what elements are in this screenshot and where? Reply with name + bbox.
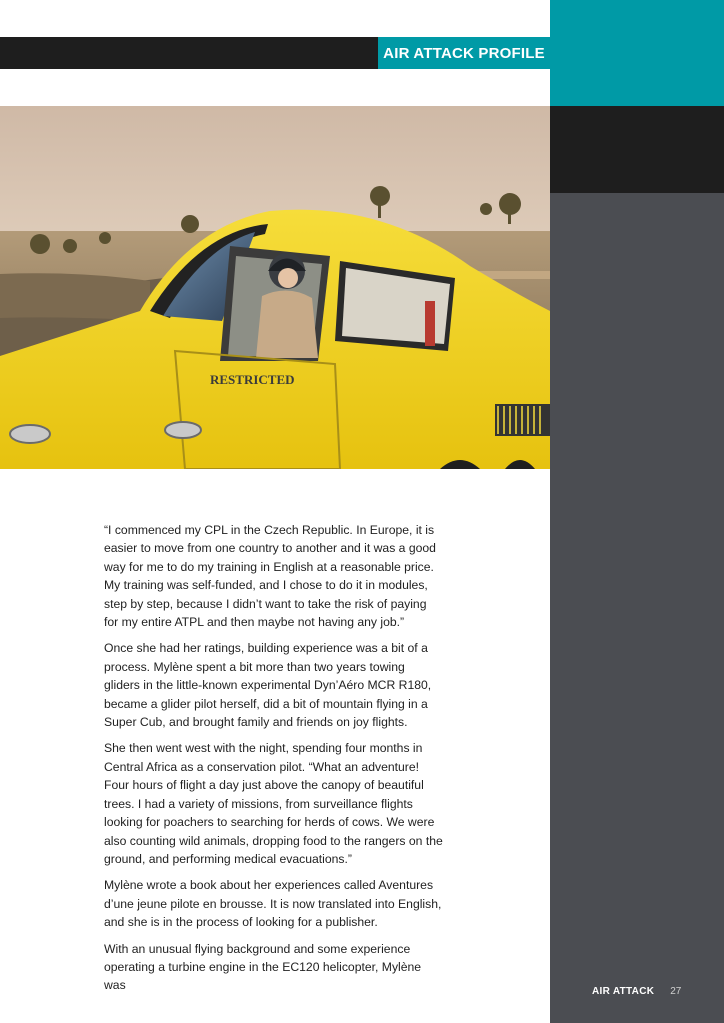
section-tag: AIR ATTACK PROFILE (378, 37, 550, 69)
sidebar-grey-column (550, 193, 724, 1023)
decorative-dark-block (550, 106, 724, 193)
plane-restricted-marking: RESTRICTED (210, 372, 295, 387)
footer-brand: AIR ATTACK (592, 986, 655, 997)
article-paragraph: With an unusual flying background and some experience operating a turbine engine in the EC120 helicopter, Mylène was (104, 941, 422, 993)
page-number: 27 (670, 986, 682, 997)
decorative-teal-block (550, 0, 724, 106)
article-body (104, 521, 444, 1003)
article-paragraph: She then went west with the night, spending four months in Central Africa as a conservation pilot. “What an adventure! Four hours of flight a day just above the canopy of beautiful trees. I had a variety of missions, from surveillance flights looking for poachers to searching for herds of cows. We were also counting wild animals, dropping food to the rangers on the ground, and performing medical evacuations.” (104, 741, 443, 866)
article-paragraph: Mylène wrote a book about her experiences called Aventures d’une jeune pilote en brousse. It is now translated into English, and she is in the process of looking for a publisher. (104, 878, 442, 930)
article-photo (0, 106, 550, 469)
article-paragraph: “I commenced my CPL in the Czech Republic. In Europe, it is easier to move from one country to another and it was a good way for me to do my training in English at a reasonable price. My training was self-funded, and I chose to do it in modules, step by step, because I didn’t want to take the risk of paying for my entire ATPL and then maybe not having any job.” (104, 523, 436, 630)
page-footer (592, 986, 681, 997)
article-paragraph: Once she had her ratings, building experience was a bit of a process. Mylène spent a bit more than two years towing gliders in the little-known experimental Dyn’Aéro MCR R180, became a glider pilot herself, did a bit of mountain flying in a Super Cub, and brought family and friends on joy flights. (104, 641, 432, 730)
